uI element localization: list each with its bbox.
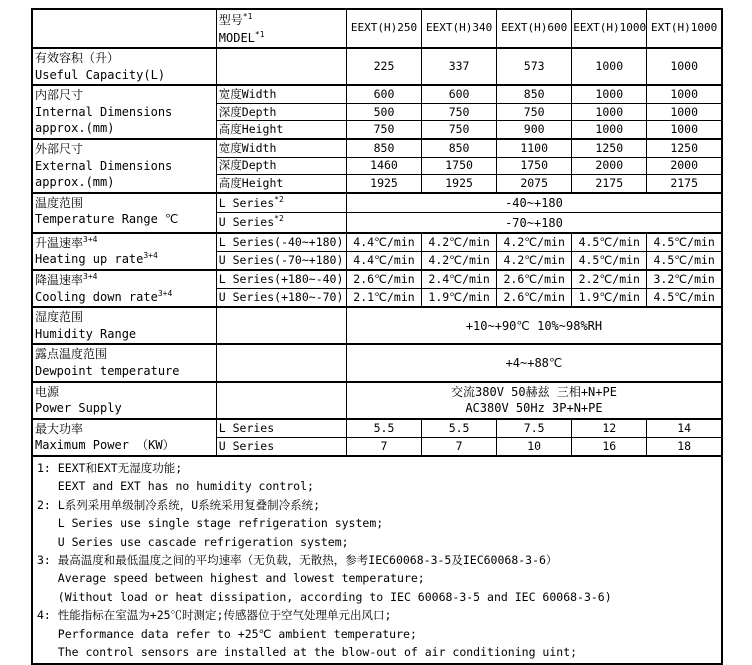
value-cell: 7 [422, 437, 497, 456]
text-line: 内部尺寸 [35, 88, 84, 103]
text-line: L Series$^{*2}$ [218, 194, 284, 210]
text-line: Useful Capacity(L) [35, 67, 166, 82]
value-cell: 2.6℃/min [497, 270, 572, 289]
value-cell: 2175 [572, 175, 647, 193]
sub-label-cell [216, 175, 346, 193]
value-cell: 1.9℃/min [422, 289, 497, 308]
value-cell: 1000 [572, 85, 647, 103]
span-value-cell [346, 213, 722, 233]
text-line: Humidity Range [35, 326, 137, 341]
text-line: 最大功率 [35, 421, 84, 436]
text-line: 有效容积（升） [35, 51, 120, 65]
value-cell: 1.9℃/min [572, 289, 647, 308]
table-row [32, 344, 722, 381]
text-line: approx.(mm) [35, 121, 115, 136]
value-cell: 1250 [647, 139, 722, 157]
model-name-cell: EEXT(H)600 [497, 9, 572, 48]
footnote-line: 1: EEXT和EXT无湿度功能; [37, 460, 183, 475]
row-label-cell [32, 85, 216, 139]
text-line: Heating up rate$^{3+4}$ [35, 251, 158, 267]
value-cell: 2.1℃/min [346, 289, 421, 308]
value-cell: 1750 [422, 157, 497, 175]
footnote-line: Performance data refer to +25℃ ambient temperature; [37, 626, 417, 641]
value-cell: 4.2℃/min [497, 233, 572, 252]
value-cell: 1000 [572, 48, 647, 85]
header-row [32, 9, 722, 48]
value-cell: 1925 [422, 175, 497, 193]
text-line: Maximum Power （KW） [35, 438, 175, 453]
footnote-line: 3: 最高温度和最低温度之间的平均速率（无负载，无散热，参考IEC60068-3-5及IEC60068-3-6） [37, 552, 558, 567]
spec-table [31, 8, 723, 665]
text-line: U Series(+180~-70) [218, 290, 344, 305]
value-cell: 1000 [572, 121, 647, 139]
model-name-cell: EEXT(H)1000 [572, 9, 647, 48]
span-value-cell [346, 344, 722, 381]
text-line: U Series [218, 438, 275, 453]
value-cell: 2000 [647, 157, 722, 175]
value-cell: 1000 [647, 48, 722, 85]
sub-label-cell [216, 48, 346, 85]
table-row [32, 307, 722, 344]
row-label-cell [32, 193, 216, 233]
text-line: AC380V 50Hz 3P+N+PE [465, 401, 603, 416]
sub-label-cell [216, 233, 346, 252]
sub-label-cell [216, 251, 346, 270]
text-line: 降温速率$^{3+4}$ [35, 271, 98, 287]
span-value-cell [346, 382, 722, 419]
value-cell: 2.4℃/min [422, 270, 497, 289]
value-cell: 14 [647, 419, 722, 438]
value-cell: 5.5 [346, 419, 421, 438]
text-line: 高度Height [218, 122, 284, 137]
text-line: Internal Dimensions [35, 104, 173, 119]
row-label-cell [32, 270, 216, 307]
value-cell: 750 [422, 121, 497, 139]
table-row [32, 139, 722, 157]
row-label-cell [32, 233, 216, 270]
table-row [32, 85, 722, 103]
text-line: L Series(+180~-40) [218, 272, 344, 287]
table-row [32, 233, 722, 252]
sub-label-cell [216, 213, 346, 233]
row-label-cell [32, 419, 216, 456]
sub-label-cell [216, 437, 346, 456]
value-cell: 4.2℃/min [422, 233, 497, 252]
span-value-cell [346, 193, 722, 213]
text-line: L Series(-40~+180) [218, 234, 344, 249]
footnote-line: (Without load or heat dissipation, according to IEC 60068-3-5 and IEC 60068-3-6) [37, 589, 612, 604]
footnote-line: Average speed between highest and lowest temperature; [37, 571, 425, 586]
value-cell: 2.6℃/min [346, 270, 421, 289]
value-cell: 225 [346, 48, 421, 85]
value-cell: 1100 [497, 139, 572, 157]
text-line: 交流380V 50赫兹 三相+N+PE [451, 385, 617, 400]
text-line: 高度Height [218, 175, 284, 190]
value-cell: 12 [572, 419, 647, 438]
text-line: approx.(mm) [35, 175, 115, 190]
sub-label-cell [216, 157, 346, 175]
footnote-line: 2: L系列采用单级制冷系统，U系统采用复叠制冷系统; [37, 497, 321, 512]
text-line: U Series$^{*2}$ [218, 214, 284, 230]
spec-table-body [32, 9, 722, 664]
text-line: Temperature Range ℃ [35, 212, 179, 227]
text-line: +10~+90℃ 10%~98%RH [465, 318, 603, 333]
text-line: -40~+180 [505, 196, 563, 210]
value-cell: 1460 [346, 157, 421, 175]
value-cell: 4.5℃/min [572, 233, 647, 252]
sub-label-cell [216, 270, 346, 289]
row-label-cell [32, 139, 216, 193]
row-label-cell [32, 382, 216, 419]
footnotes-cell [32, 456, 722, 664]
footnotes-row [32, 456, 722, 664]
value-cell: 2075 [497, 175, 572, 193]
value-cell: 10 [497, 437, 572, 456]
footnote-line: EEXT and EXT has no humidity control; [37, 479, 314, 494]
value-cell: 4.4℃/min [346, 251, 421, 270]
value-cell: 750 [346, 121, 421, 139]
text-line: +4~+88℃ [505, 355, 563, 370]
model-name-cell: EEXT(H)250 [346, 9, 421, 48]
sub-label-cell [216, 419, 346, 438]
value-cell: 850 [497, 85, 572, 103]
value-cell: 4.5℃/min [647, 289, 722, 308]
text-line: Power Supply [35, 401, 122, 416]
footnote-line: L Series use single stage refrigeration system; [37, 516, 384, 531]
text-line: 露点温度范围 [35, 347, 108, 362]
value-cell: 1000 [647, 103, 722, 121]
text-line: 宽度Width [218, 87, 277, 101]
value-cell: 750 [422, 103, 497, 121]
value-cell: 2175 [647, 175, 722, 193]
value-cell: 4.5℃/min [647, 233, 722, 252]
text-line: -70~+180 [505, 215, 563, 230]
table-row [32, 419, 722, 438]
sub-label-cell [216, 307, 346, 344]
value-cell: 18 [647, 437, 722, 456]
value-cell: 337 [422, 48, 497, 85]
text-line: Cooling down rate$^{3+4}$ [35, 288, 173, 304]
text-line: Dewpoint temperature [35, 363, 180, 378]
value-cell: 2.2℃/min [572, 270, 647, 289]
text-line: L Series [218, 420, 275, 435]
sub-label-cell [216, 382, 346, 419]
text-line: 深度Depth [218, 104, 277, 119]
footnote-line: 4: 性能指标在室温为+25℃时测定;传感器位于空气处理单元出风口; [37, 608, 392, 623]
row-label-cell [32, 344, 216, 381]
value-cell: 1000 [647, 121, 722, 139]
footnote-line: U Series use cascade refrigeration system; [37, 534, 349, 549]
value-cell: 1750 [497, 157, 572, 175]
value-cell: 2.6℃/min [497, 289, 572, 308]
sub-label-cell [216, 103, 346, 121]
model-header-cell [216, 9, 346, 48]
value-cell: 1925 [346, 175, 421, 193]
sub-label-cell [216, 85, 346, 103]
value-cell: 573 [497, 48, 572, 85]
value-cell: 3.2℃/min [647, 270, 722, 289]
value-cell: 850 [346, 139, 421, 157]
value-cell: 7.5 [497, 419, 572, 438]
value-cell: 750 [497, 103, 572, 121]
value-cell: 4.2℃/min [422, 251, 497, 270]
text-line: 电源 [35, 384, 60, 399]
table-row [32, 48, 722, 85]
text-line: 外部尺寸 [35, 141, 84, 156]
text-line: 升温速率$^{3+4}$ [35, 234, 98, 250]
value-cell: 600 [346, 85, 421, 103]
text-line: 湿度范围 [35, 310, 84, 325]
sub-label-cell [216, 193, 346, 213]
row-label-cell [32, 307, 216, 344]
text-line: 型号$^{*1}$ [218, 12, 253, 27]
value-cell: 600 [422, 85, 497, 103]
table-row [32, 193, 722, 213]
corner-cell [32, 9, 216, 48]
value-cell: 7 [346, 437, 421, 456]
sub-label-cell [216, 121, 346, 139]
value-cell: 500 [346, 103, 421, 121]
sub-label-cell [216, 344, 346, 381]
value-cell: 5.5 [422, 419, 497, 438]
text-line: MODEL$^{*1}$ [218, 30, 265, 45]
value-cell: 16 [572, 437, 647, 456]
table-row [32, 382, 722, 419]
text-line: 温度范围 [35, 195, 84, 210]
value-cell: 1000 [647, 85, 722, 103]
model-name-cell: EEXT(H)340 [422, 9, 497, 48]
value-cell: 4.5℃/min [647, 251, 722, 270]
text-line: 宽度Width [218, 140, 277, 155]
footnote-line: The control sensors are installed at the blow-out of air conditioning uint; [37, 644, 578, 659]
table-row [32, 270, 722, 289]
value-cell: 4.4℃/min [346, 233, 421, 252]
sub-label-cell [216, 139, 346, 157]
value-cell: 1250 [572, 139, 647, 157]
value-cell: 850 [422, 139, 497, 157]
value-cell: 2000 [572, 157, 647, 175]
value-cell: 900 [497, 121, 572, 139]
row-label-cell [32, 48, 216, 85]
text-line: 深度Depth [218, 158, 277, 173]
span-value-cell [346, 307, 722, 344]
value-cell: 4.5℃/min [572, 251, 647, 270]
value-cell: 1000 [572, 103, 647, 121]
model-name-cell: EXT(H)1000 [647, 9, 722, 48]
sub-label-cell [216, 289, 346, 308]
value-cell: 4.2℃/min [497, 251, 572, 270]
text-line: U Series(-70~+180) [218, 252, 344, 267]
text-line: External Dimensions [35, 158, 173, 173]
